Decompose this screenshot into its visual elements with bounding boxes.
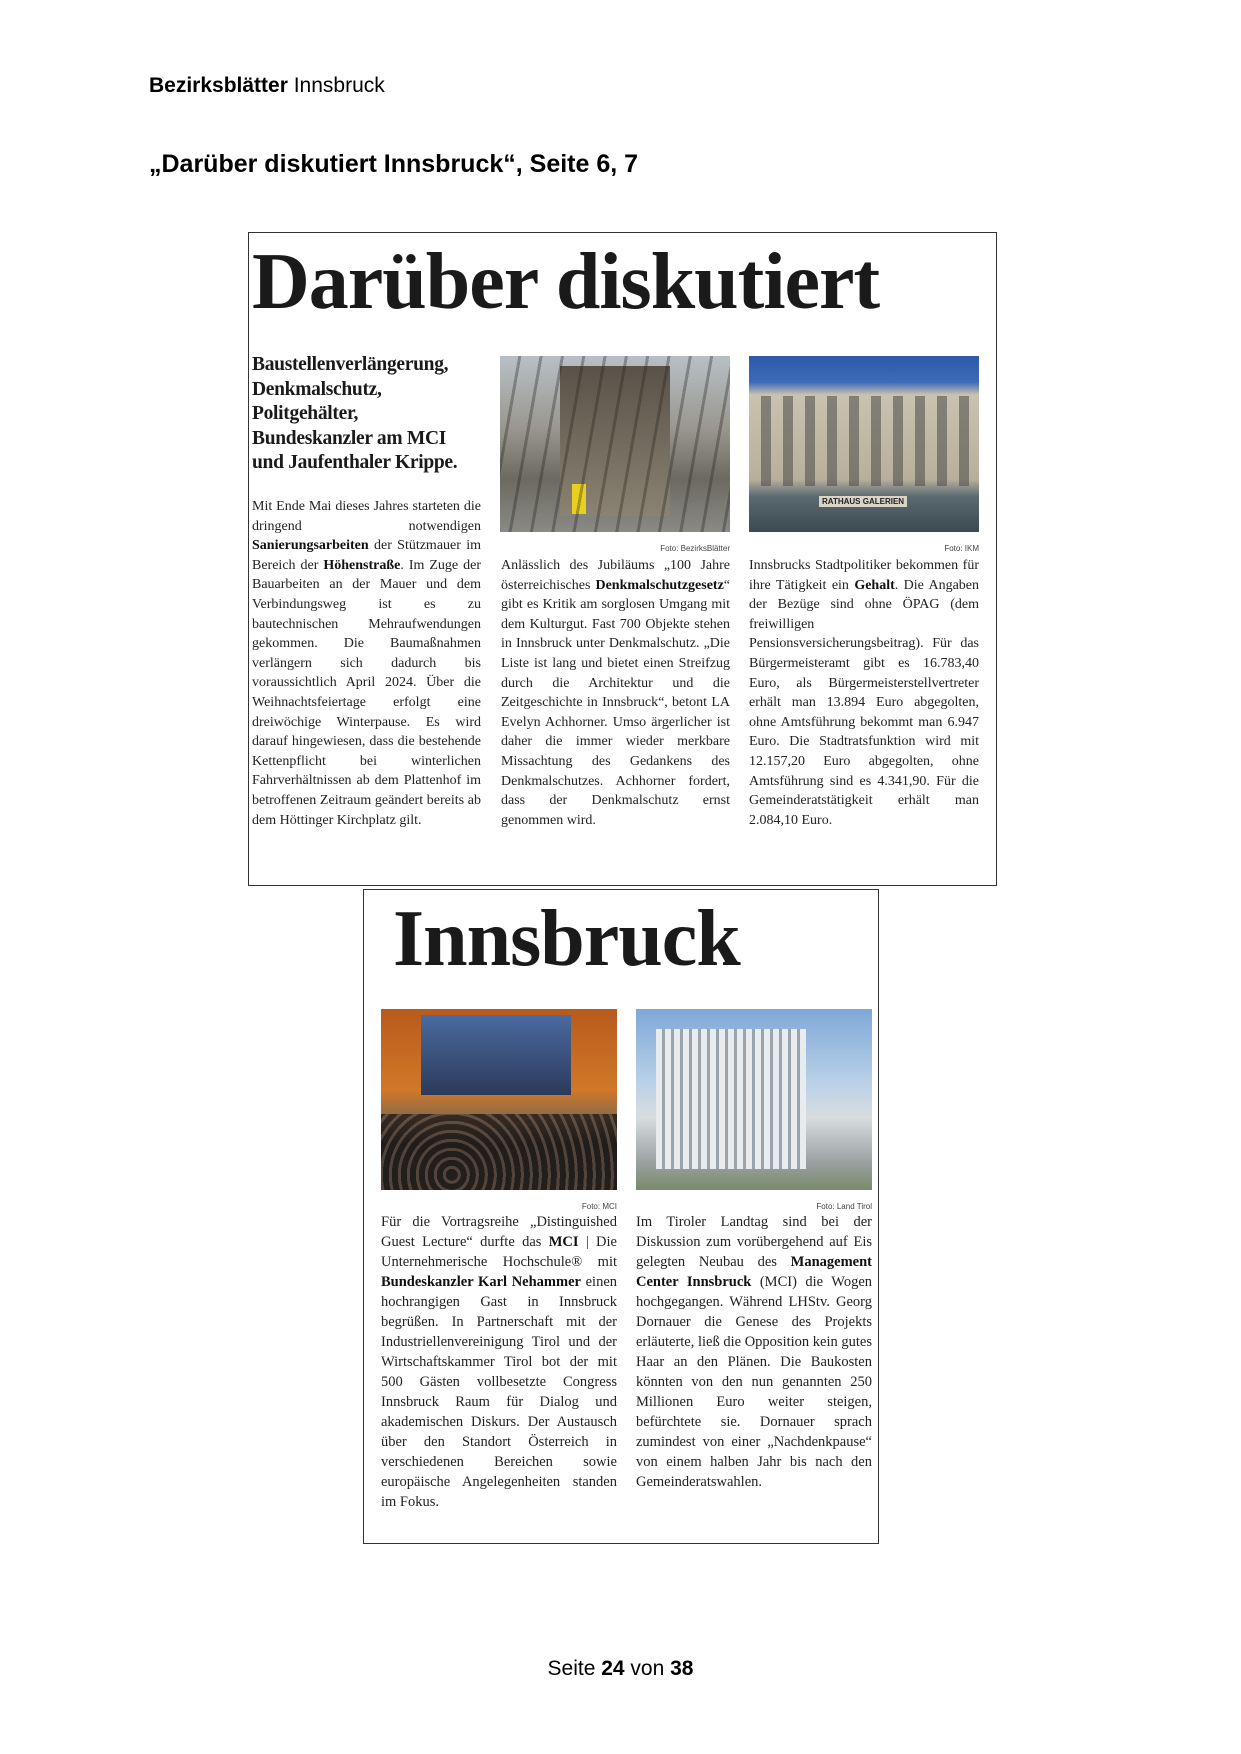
text: Seite [547, 1657, 602, 1680]
clip1-subhead: Baustellenverlängerung, Denkmalschutz, Politgehälter, Bundeskanzler am MCI und Jaufenthaler Krippe. [252, 354, 458, 473]
publication-rest: Innsbruck [287, 74, 385, 97]
text: Mit Ende Mai dieses Jahres starteten die dringend notwendigen [252, 499, 481, 534]
photo-credit: Foto: IKM [944, 544, 979, 553]
newspaper-clip-1 [248, 232, 997, 886]
current-page: 24 [601, 1657, 625, 1680]
bold-text: Management Center Innsbruck [636, 1254, 872, 1290]
text: Innsbrucks Stadtpolitiker bekommen für ihre Tätigkeit ein [749, 558, 979, 593]
bold-text: Denkmalschutzgesetz [595, 577, 724, 593]
page-number [0, 1657, 1241, 1681]
article-title: „Darüber diskutiert Innsbruck“, Seite 6, 7 [149, 150, 639, 178]
clip2-headline: Innsbruck [393, 895, 740, 983]
photo-mci-building-rendering [636, 1009, 872, 1190]
photo-rathaus-facade [749, 356, 979, 532]
text: Für die Vortragsreihe „Distinguished Guest Lecture“ durfte das [381, 1214, 617, 1250]
text: Anlässlich des Jubiläums „100 Jahre österreichisches [501, 558, 730, 593]
bold-text: Höhenstraße [323, 557, 401, 573]
newspaper-clip-2 [363, 889, 879, 1544]
photo-historic-building-trees [500, 356, 730, 532]
publication-name [149, 74, 385, 98]
publication-bold: Bezirksblätter [149, 74, 288, 97]
bold-text: Gehalt [854, 577, 895, 593]
photo-lecture-auditorium [381, 1009, 617, 1190]
clip2-column-1 [381, 1212, 617, 1512]
bold-text: MCI [548, 1234, 579, 1250]
photo-credit: Foto: Land Tirol [816, 1202, 872, 1211]
photo-credit: Foto: BezirksBlätter [660, 544, 730, 553]
text: von [624, 1657, 671, 1680]
rathaus-sign: RATHAUS GALERIEN [819, 496, 907, 507]
clip1-column-2 [501, 556, 730, 830]
text: (MCI) die Wogen hochgegangen. Während LHStv. Georg Dornauer die Genese des Projekts erläuterte, ließ die Opposition kein gutes Haar an den Plänen. Die Baukosten könnten von den nun genannten 250 Millionen Euro weiter steigen, befürchtete sie. Dornauer sprach zumindest von einer „Nachdenkpause“ von einem halben Jahr bis nach den Gemeinderatswahlen. [636, 1274, 873, 1490]
clip1-column-3 [749, 556, 979, 830]
clip2-column-2 [636, 1212, 872, 1492]
clip1-headline: Darüber diskutiert [252, 238, 880, 326]
clip1-column-1 [252, 497, 481, 830]
text: einen hochrangigen Gast in Innsbruck begrüßen. In Partnerschaft mit der Industriellenvereinigung Tirol und der Wirtschaftskammer Tirol bot der mit 500 Gästen vollbesetzte Congress Innsbruck Raum für Dialog und akademischen Diskurs. Der Austausch über den Standort Österreich in verschiedenen Bereichen sowie europäische Angelegenheiten standen im Fokus. [381, 1274, 618, 1510]
text: der Stützmauer im Bereich der [252, 538, 481, 573]
text: | Die Unternehmerische Hochschule® mit [381, 1234, 617, 1270]
total-pages: 38 [670, 1657, 694, 1680]
text: “ gibt es Kritik am sorglosen Umgang mit dem Kulturgut. Fast 700 Objekte stehen in Innsbruck unter Denkmalschutz. „Die Liste ist lang und bietet einen Streifzug durch die Architektur und die Zeitgeschichte in Innsbruck“, betont LA Evelyn Achhorner. Umso ärgerlicher ist daher die immer wieder merkbare Missachtung des Gedankens des Denkmalschutzes. Achhorner fordert, dass der Denkmalschutz ernst genommen wird. [501, 577, 730, 828]
text: . Die Angaben der Bezüge sind ohne ÖPAG (dem freiwilligen Pensionsversicherungsbeitrag). Für das Bürgermeisteramt gibt es 16.783,40 Euro, als Bürgermeisterstellvertreter erhält man 13.894 Euro abgegolten, ohne Amtsführung bekommt man 6.947 Euro. Die Stadtratsfunktion wird mit 12.157,20 Euro abgegolten, ohne Amtsführung sind es 4.341,90. Für die Gemeinderatstätigkeit erhält man 2.084,10 Euro. [749, 577, 980, 828]
text: . Im Zuge der Bauarbeiten an der Mauer und dem Verbindungsweg ist es zu bautechnischen Mehraufwendungen gekommen. Die Baumaßnahmen verlängern sich dadurch bis voraussichtlich April 2024. Über die Weihnachtsfeiertage erfolgt eine dreiwöchige Winterpause. Es wird darauf hingewiesen, dass die bestehende Kettenpflicht bei winterlichen Fahrverhältnissen ab dem Plattenhof im betroffenen Zeitraum geändert bereits ab dem Höttinger Kirchplatz gilt. [252, 557, 481, 828]
photo-credit: Foto: MCI [581, 1202, 617, 1211]
bold-text: Bundeskanzler Karl Nehammer [381, 1274, 581, 1290]
bold-text: Sanierungsarbeiten [252, 538, 369, 554]
text: Im Tiroler Landtag sind bei der Diskussion zum vorübergehend auf Eis gelegten Neubau des [636, 1214, 872, 1270]
